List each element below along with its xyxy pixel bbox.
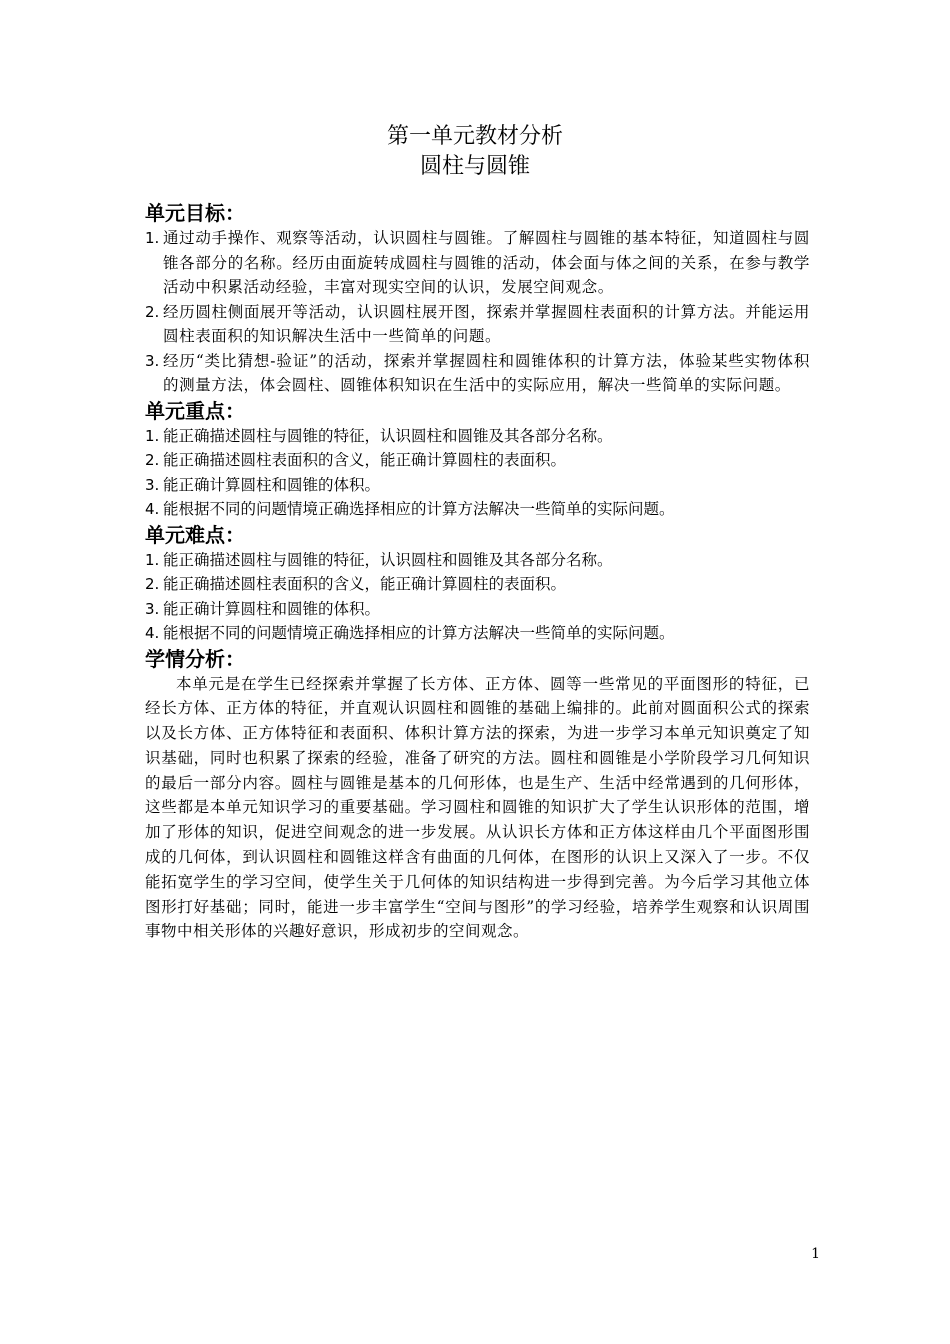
- section-heading-difficulties: 单元难点：: [145, 522, 245, 547]
- item-number: 2.: [145, 302, 160, 321]
- section-goals: [145, 200, 810, 398]
- section-analysis: [145, 646, 810, 945]
- item-text: 能正确计算圆柱和圆锥的体积。: [163, 475, 381, 494]
- item-number: 3.: [145, 599, 160, 618]
- list-item: [145, 473, 810, 498]
- list-item: [145, 448, 810, 473]
- list-item: [145, 349, 810, 398]
- difficulties-list: [145, 548, 810, 646]
- list-item: [145, 572, 810, 597]
- item-text: 能正确描述圆柱与圆锥的特征，认识圆柱和圆锥及其各部分名称。: [163, 426, 613, 445]
- section-heading-goals: 单元目标：: [145, 201, 245, 225]
- item-text: 能正确计算圆柱和圆锥的体积。: [163, 599, 381, 618]
- section-difficulties: [145, 522, 810, 646]
- item-text: 能根据不同的问题情境正确选择相应的计算方法解决一些简单的实际问题。: [163, 624, 675, 642]
- item-number: 3.: [145, 475, 160, 494]
- list-item: [145, 226, 810, 300]
- list-item: [145, 424, 810, 449]
- item-number: 4.: [145, 500, 160, 518]
- section-heading-analysis: 学情分析：: [145, 646, 245, 671]
- item-text: 能正确描述圆柱表面积的含义，能正确计算圆柱的表面积。: [163, 575, 567, 593]
- item-number: 1.: [145, 229, 160, 247]
- keypoints-list: [145, 424, 810, 522]
- item-number: 1.: [145, 426, 160, 445]
- list-item: [145, 597, 810, 622]
- item-text: 通过动手操作、观察等活动，认识圆柱与圆锥。了解圆柱与圆锥的基本特征，知道圆柱与圆锥各部分的名称。经历由面旋转成圆柱与圆锥的活动，体会面与体之间的关系，在参与教学活动中积累活动经验，丰富对现实空间的认识，发展空间观念。: [163, 229, 810, 296]
- analysis-paragraph: 本单元是在学生已经探索并掌握了长方体、正方体、圆等一些常见的平面图形的特征，已经长方体、正方体的特征，并直观认识圆柱和圆锥的基础上编排的。此前对圆面积公式的探索以及长方体、正方体特征和表面积、体积计算方法的探索，为进一步学习本单元知识奠定了知识基础，同时也积累了探索的经验，准备了研究的方法。圆柱和圆锥是小学阶段学习几何知识的最后一部分内容。圆柱与圆锥是基本的几何形体，也是生产、生活中经常遇到的几何形体，这些都是本单元知识学习的重要基础。学习圆柱和圆锥的知识扩大了学生认识形体的范围，增加了形体的知识，促进空间观念的进一步发展。从认识长方体和正方体这样由几个平面图形围成的几何体，到认识圆柱和圆锥这样含有曲面的几何体，在图形的认识上又深入了一步。不仅能拓宽学生的学习空间，使学生关于几何体的知识结构进一步得到完善。为今后学习其他立体图形打好基础；同时，能进一步丰富学生“空间与图形”的学习经验，培养学生观察和认识周围事物中相关形体的兴趣好意识，形成初步的空间观念。: [145, 674, 810, 941]
- title-block: [0, 122, 950, 182]
- document-body: [145, 200, 810, 944]
- item-text: 能正确描述圆柱表面积的含义，能正确计算圆柱的表面积。: [163, 451, 567, 469]
- list-item: [145, 548, 810, 573]
- item-text: 能根据不同的问题情境正确选择相应的计算方法解决一些简单的实际问题。: [163, 500, 675, 518]
- document-subtitle: 圆柱与圆锥: [419, 154, 530, 179]
- page-number: 1: [811, 1246, 820, 1262]
- item-number: 4.: [145, 624, 160, 642]
- section-heading-keypoints: 单元重点：: [145, 398, 245, 423]
- item-text: 能正确描述圆柱与圆锥的特征，认识圆柱和圆锥及其各部分名称。: [163, 550, 613, 569]
- item-number: 3.: [145, 351, 160, 370]
- item-number: 1.: [145, 550, 160, 569]
- item-text: 经历“类比猜想-验证”的活动，探索并掌握圆柱和圆锥体积的计算方法，体验某些实物体积的测量方法，体会圆柱、圆锥体积知识在生活中的实际应用，解决一些简单的实际问题。: [163, 351, 810, 394]
- goals-list: [145, 226, 810, 398]
- item-number: 2.: [145, 451, 160, 469]
- item-text: 经历圆柱侧面展开等活动，认识圆柱展开图，探索并掌握圆柱表面积的计算方法。并能运用圆柱表面积的知识解决生活中一些简单的问题。: [163, 302, 810, 345]
- section-keypoints: [145, 398, 810, 522]
- document-title: 第一单元教材分析: [386, 124, 563, 149]
- item-number: 2.: [145, 575, 160, 593]
- list-item: [145, 300, 810, 349]
- list-item: [145, 621, 810, 646]
- list-item: [145, 497, 810, 522]
